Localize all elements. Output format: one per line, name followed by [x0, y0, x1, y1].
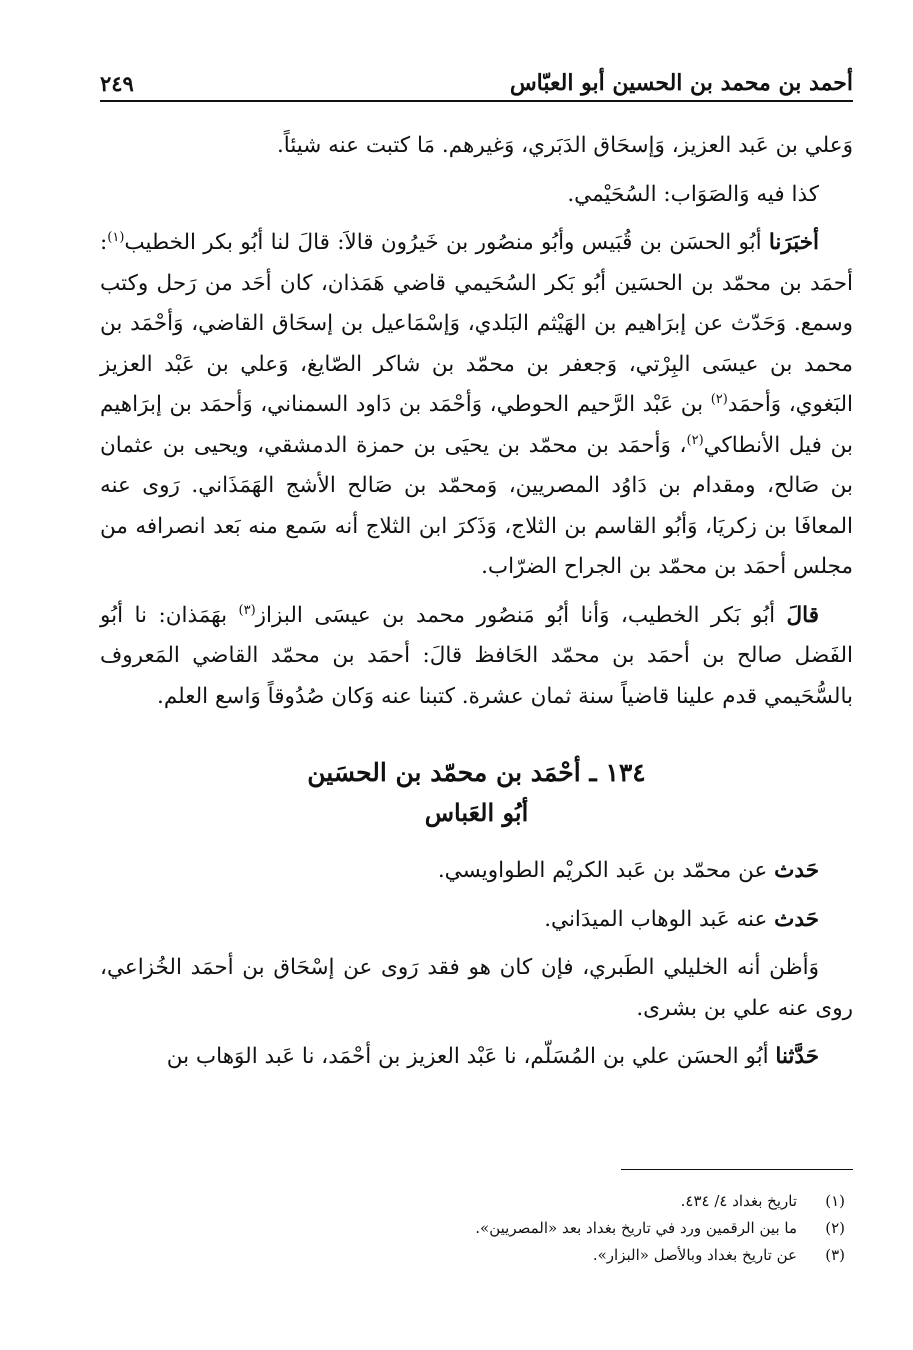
footnote-ref: (٣) — [238, 602, 256, 618]
footnote — [200, 1242, 845, 1269]
footnote-ref: (٢) — [686, 432, 704, 448]
paragraph-text: وَأظن أنه الخليلي الطَبري، فإن كان هو فقد رَوى عن إسْحَاق بن أحمَد الخُزاعي، روى عنه علي بن بشرى. — [100, 955, 853, 1021]
paragraph-text: بن عَبْد الرَّحيم الحوطي، وَأحْمَد بن دَاود السمناني، وَأحمَد بن إبرَاهيم بن فيل الأنطاكي — [100, 392, 853, 458]
transmission-keyword: حَدث — [774, 858, 819, 883]
transmission-keyword: حَدث — [774, 906, 819, 932]
paragraph-text: عنه عَبد الوهاب الميدَاني. — [544, 906, 775, 932]
paragraph-text: عن محمّد بن عَبد الكريْم الطواويسي. — [437, 858, 775, 883]
paragraph — [100, 851, 853, 892]
paragraph-text: بهَمَذان: نا أبُو الفَضل صالح بن أحمَد بن محمّد الحَافظ قالَ: أحمَد بن محمّد القاضي المَعروف بالسُّحَيمي قدم علينا قاضياً سنة ثمان عشرة. كتبنا عنه وَكان صُدُوقاً وَاسع العلم. — [100, 602, 853, 709]
main-text — [100, 126, 853, 1078]
paragraph-text: أبُو الحسَن بن قُبَيس وأبُو منصُور بن خَيرُون قالاَ: قالَ لنا أبُو بكر الخطيب — [124, 230, 769, 255]
footnote-text: تاريخ بغداد ٤/ ٤٣٤. — [680, 1192, 797, 1210]
running-head — [100, 66, 853, 102]
paragraph — [100, 1037, 853, 1078]
footnote-text: عن تاريخ بغداد وبالأصل «البزار». — [592, 1246, 797, 1264]
footnote — [200, 1188, 845, 1215]
entry-heading: ١٣٤ ـ أحْمَد بن محمّد بن الحسَين — [307, 758, 646, 787]
paragraph-text: أبُو بَكر الخطيب، وَأنا أبُو مَنصُور محمد بن عيسَى البزاز — [255, 602, 787, 628]
transmission-keyword: قالَ — [786, 602, 819, 628]
paragraph-text: وَعلي بن عَبد العزيز، وَإسحَاق الدَبَري، وَغيرهم. مَا كتبت عنه شيئاً. — [276, 133, 853, 158]
footnotes — [200, 1188, 853, 1269]
footnote-ref: (٢) — [710, 391, 728, 407]
paragraph-text: ، وَأحمَد بن محمّد بن يحيَى بن حمزة الدمشقي، ويحيى بن عثمان بن صَالح، ومقدام بن دَاوُد المصريين، وَمحمّد بن صَالح الأشج الهَمَذَاني. رَوى عنه المعافَا بن زكريَا، وَأبُو القاسم بن الثلاج، وَذَكرَ ابن الثلاج أنه سَمع منه بَعد انصرافه من مجلس أحمَد بن محمّد بن الجراح الضرّاب. — [100, 432, 853, 579]
paragraph — [100, 223, 853, 588]
footnote-number: (٣) — [825, 1246, 845, 1264]
running-head-title: أحمد بن محمد بن الحسين أبو العبّاس — [509, 70, 853, 96]
entry-subheading: أبُو العَباس — [424, 798, 529, 827]
footnote — [200, 1215, 845, 1242]
footnote-ref: (١) — [107, 229, 125, 245]
transmission-keyword: حَدَّثنا — [775, 1044, 819, 1069]
paragraph-text: أبُو الحسَن علي بن المُسَلّم، نا عَبْد العزيز بن أحْمَد، نا عَبد الوَهاب بن — [166, 1044, 776, 1069]
paragraph — [100, 175, 853, 216]
paragraph — [100, 596, 853, 718]
paragraph-text: كذا فيه وَالصَوَاب: السُحَيْمي. — [567, 181, 819, 207]
footnote-number: (٢) — [825, 1219, 845, 1237]
paragraph — [100, 126, 853, 167]
footnote-text: ما بين الرقمين ورد في تاريخ بغداد بعد «المصريين». — [475, 1219, 797, 1237]
footnote-number: (١) — [825, 1192, 845, 1210]
paragraph — [100, 900, 853, 941]
page-number: ٢٤٩ — [100, 71, 134, 96]
paragraph-text: : أحمَد بن محمّد بن الحسَين أبُو بَكر السُحَيمي قاضي هَمَذان، كان أحَد من رَحل وكتب وسمع. وَحَدّث عن إبرَاهيم بن الهَيْثم البَلدي، وَإسْمَاعيل بن إسحَاق القاضي، وَأحْمَد بن محمد بن عيسَى البِرْتي، وَجعفر بن محمّد بن شاكر الصّايغ، وَعلي بن عَبْد العزيز البَغوي، وَأحمَد — [100, 230, 853, 417]
footnote-divider — [621, 1169, 853, 1170]
paragraph — [100, 948, 853, 1029]
transmission-keyword: أخبَرَنا — [768, 230, 819, 255]
